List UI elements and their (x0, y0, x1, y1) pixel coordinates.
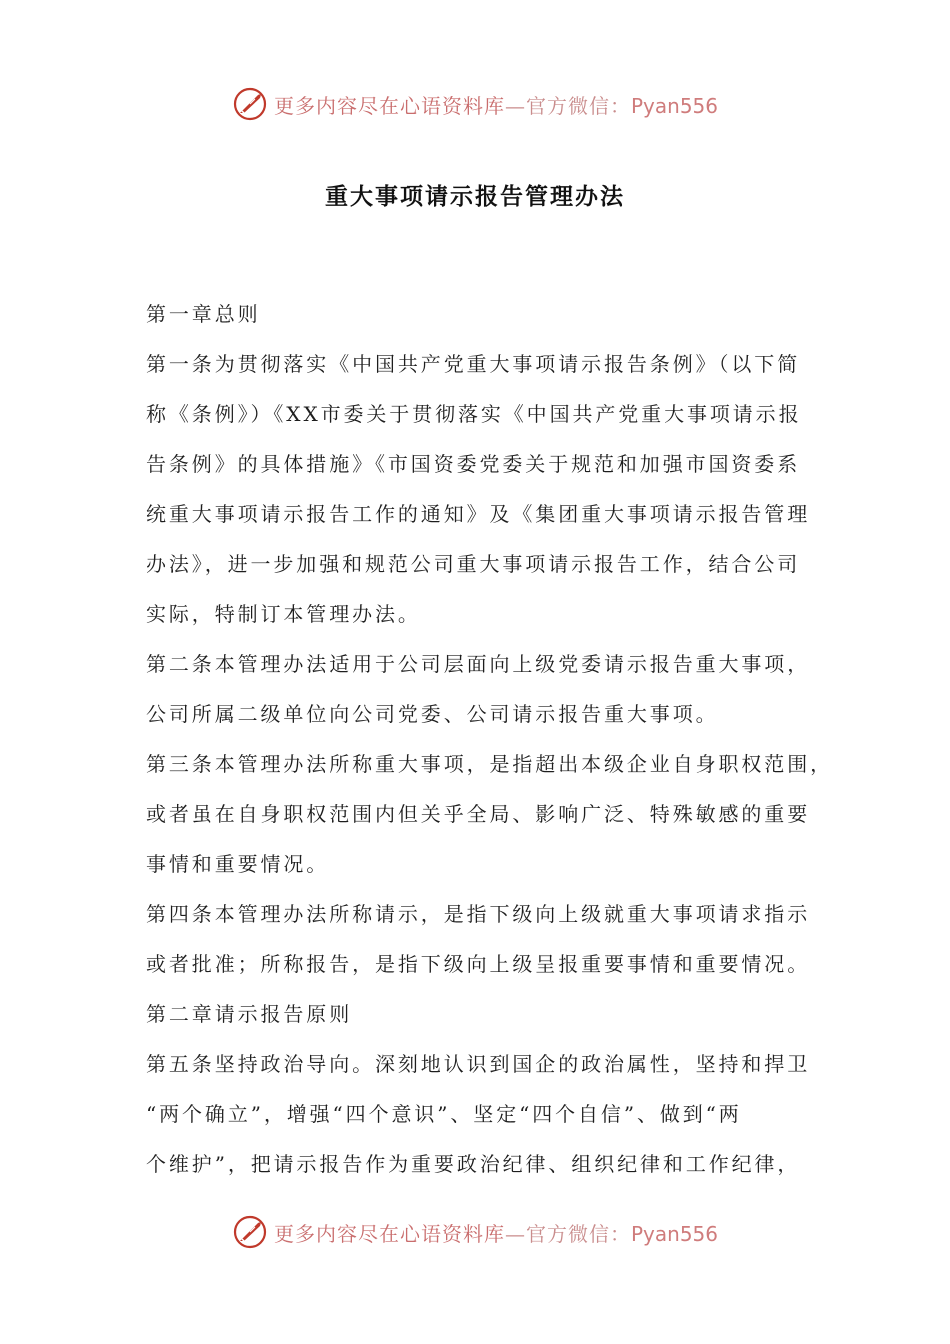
body-line: 或者批准；所称报告，是指下级向上级呈报重要事情和重要情况。 (146, 952, 811, 976)
watermark-label: 官方微信： (525, 93, 631, 118)
watermark-separator: — (504, 1221, 526, 1246)
body-line: 事情和重要情况。 (146, 852, 330, 876)
body-line: 或者虽在自身职权范围内但关乎全局、影响广泛、特殊敏感的重要 (146, 802, 811, 826)
body-line: 第五条坚持政治导向。深刻地认识到国企的政治属性，坚持和捍卫 (146, 1052, 811, 1076)
watermark-separator: — (504, 93, 526, 118)
quill-logo-icon (232, 86, 268, 122)
body-line: 第一章总则 (146, 302, 261, 326)
watermark-footer (0, 1212, 950, 1252)
body-line: 实际，特制订本管理办法。 (146, 602, 421, 626)
watermark-id: Pyan556 (630, 1221, 718, 1246)
watermark-brand: 更多内容尽在心语资料库 (273, 93, 505, 118)
body-line: 办法》，进一步加强和规范公司重大事项请示报告工作，结合公司 (146, 552, 801, 576)
watermark-text (274, 1218, 718, 1247)
document-body (146, 294, 833, 1194)
body-line: 第二章请示报告原则 (146, 1002, 353, 1026)
watermark-label: 官方微信： (525, 1221, 631, 1246)
watermark-id: Pyan556 (630, 93, 718, 118)
body-line: “两个确立”，增强“四个意识”、坚定“四个自信”、做到“两 (146, 1102, 742, 1126)
body-line: 第一条为贯彻落实《中国共产党重大事项请示报告条例》（以下简 (146, 352, 801, 376)
body-line: 第四条本管理办法所称请示，是指下级向上级就重大事项请求指示 (146, 902, 811, 926)
watermark-text (274, 90, 718, 119)
body-line: 统重大事项请示报告工作的通知》及《集团重大事项请示报告管理 (146, 502, 811, 526)
watermark-header (0, 84, 950, 124)
body-line: 第三条本管理办法所称重大事项，是指超出本级企业自身职权范围， (146, 752, 833, 776)
document-title: 重大事项请示报告管理办法 (325, 183, 625, 210)
body-line: 告条例》的具体措施》《市国资委党委关于规范和加强市国资委系 (146, 452, 801, 476)
quill-logo-icon (232, 1214, 268, 1250)
watermark-brand: 更多内容尽在心语资料库 (273, 1221, 505, 1246)
body-line: 个维护”，把请示报告作为重要政治纪律、组织纪律和工作纪律， (146, 1152, 801, 1176)
body-line: 称《条例》）《XX市委关于贯彻落实《中国共产党重大事项请示报 (146, 402, 802, 426)
body-line: 公司所属二级单位向公司党委、公司请示报告重大事项。 (146, 702, 719, 726)
body-line: 第二条本管理办法适用于公司层面向上级党委请示报告重大事项， (146, 652, 811, 676)
